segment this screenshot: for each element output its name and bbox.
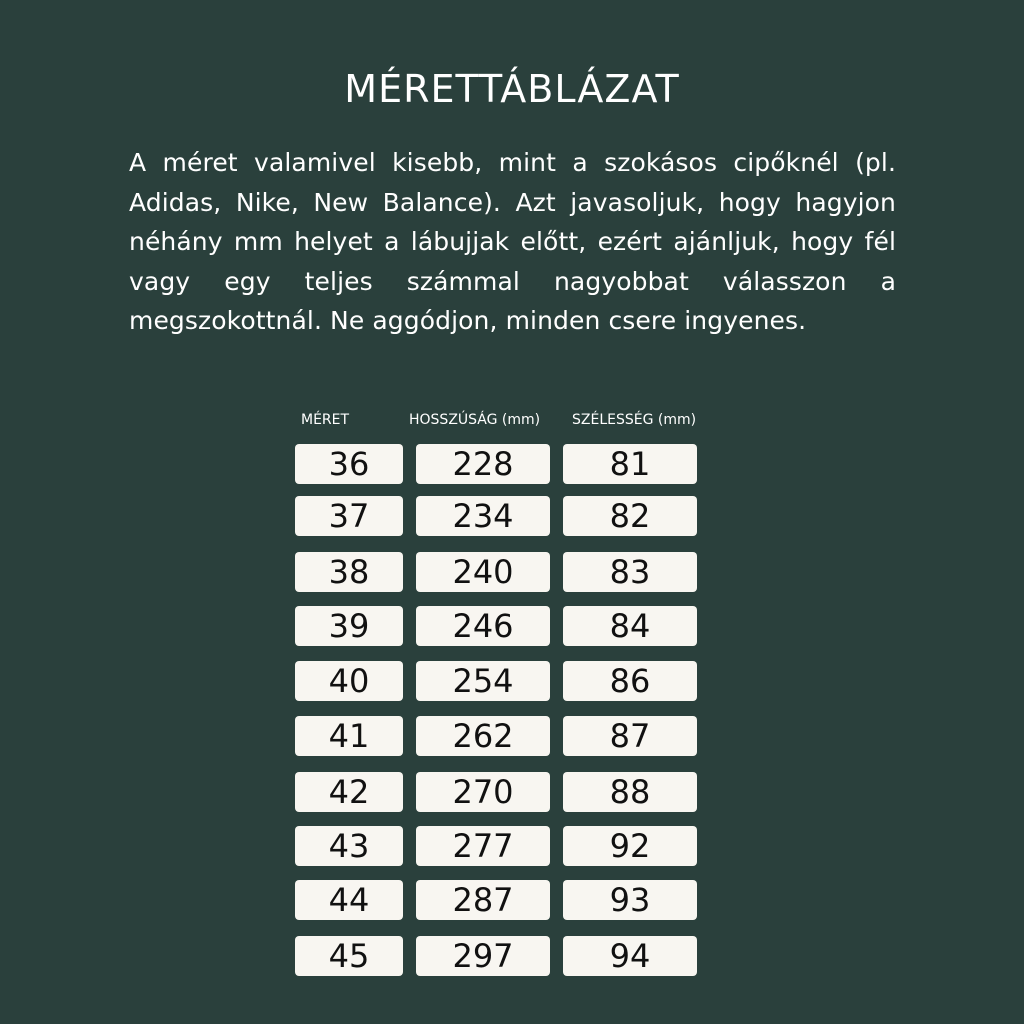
table-cell-size: 37 xyxy=(295,496,403,536)
column-header-size: MÉRET xyxy=(301,412,350,428)
table-cell-size: 38 xyxy=(295,552,403,592)
column-header-width: SZÉLESSÉG (mm) xyxy=(572,412,697,428)
table-cell-size: 36 xyxy=(295,444,403,484)
table-cell-width: 87 xyxy=(563,716,697,756)
table-cell-length: 254 xyxy=(416,661,550,701)
table-cell-size: 44 xyxy=(295,880,403,920)
table-cell-length: 287 xyxy=(416,880,550,920)
table-cell-width: 83 xyxy=(563,552,697,592)
table-cell-width: 82 xyxy=(563,496,697,536)
table-cell-size: 43 xyxy=(295,826,403,866)
table-cell-length: 262 xyxy=(416,716,550,756)
table-cell-length: 277 xyxy=(416,826,550,866)
table-cell-width: 81 xyxy=(563,444,697,484)
table-cell-width: 86 xyxy=(563,661,697,701)
table-cell-length: 228 xyxy=(416,444,550,484)
table-cell-length: 234 xyxy=(416,496,550,536)
page-title: MÉRETTÁBLÁZAT xyxy=(344,67,680,111)
table-cell-length: 246 xyxy=(416,606,550,646)
column-header-length: HOSSZÚSÁG (mm) xyxy=(409,412,541,428)
table-cell-size: 40 xyxy=(295,661,403,701)
table-cell-size: 42 xyxy=(295,772,403,812)
table-cell-size: 39 xyxy=(295,606,403,646)
table-cell-width: 88 xyxy=(563,772,697,812)
table-cell-length: 240 xyxy=(416,552,550,592)
table-cell-width: 94 xyxy=(563,936,697,976)
table-cell-size: 45 xyxy=(295,936,403,976)
table-cell-length: 270 xyxy=(416,772,550,812)
table-cell-width: 92 xyxy=(563,826,697,866)
table-cell-width: 84 xyxy=(563,606,697,646)
table-cell-size: 41 xyxy=(295,716,403,756)
table-cell-width: 93 xyxy=(563,880,697,920)
table-cell-length: 297 xyxy=(416,936,550,976)
size-advice-text: A méret valamivel kisebb, mint a szokásos cipőknél (pl. Adidas, Nike, New Balance). Azt javasoljuk, hogy hagyjon néhány mm helyet a lábujjak előtt, ezért ajánljuk, hogy fél vagy egy teljes számmal nagyobbat válasszon a megszokottnál. Ne aggódjon, minden csere ingyenes. xyxy=(129,148,896,336)
